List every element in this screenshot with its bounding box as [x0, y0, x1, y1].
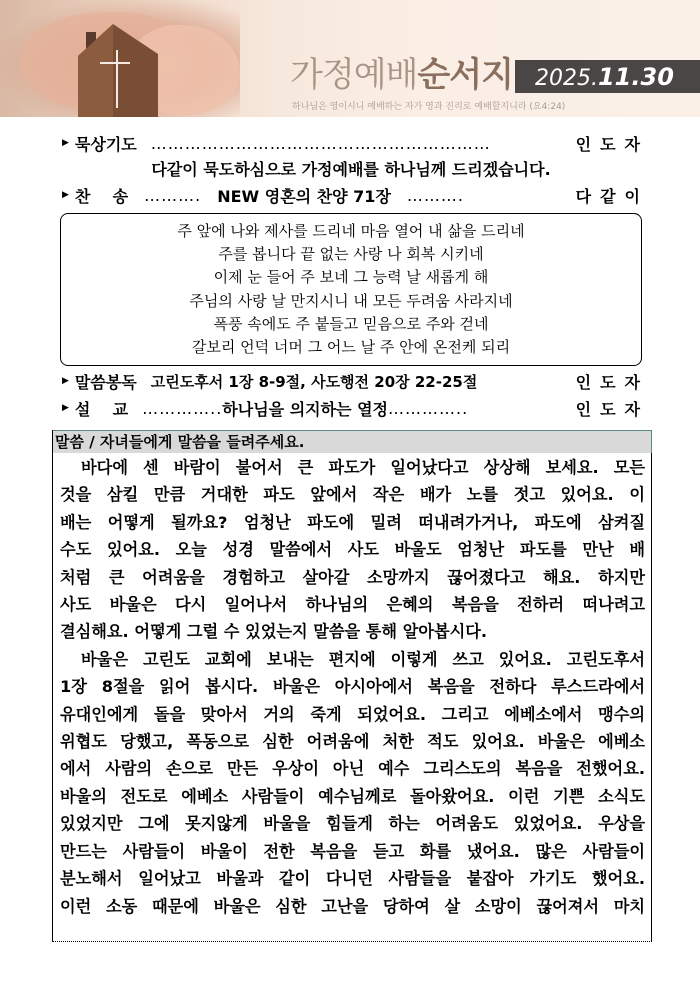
row-leader: 인도자 — [575, 134, 649, 154]
text-line: 것을 삼킬 만큼 거대한 파도 앞에서 작은 배가 노를 젓고 있어요. 이 — [60, 485, 645, 505]
date-month-day: 11.30 — [597, 63, 674, 91]
row-label: 묵상기도 — [74, 134, 137, 154]
date-year: 2025. — [535, 66, 598, 91]
message-paragraph — [60, 454, 645, 646]
triangle-bullet-icon: ▶ — [62, 190, 69, 200]
hands-image — [0, 0, 240, 117]
dot-leader: ………….. — [142, 398, 223, 418]
text-line: 위협도 당했고, 폭동으로 심한 어려움에 처한 적도 있어요. 바울은 에베소 — [60, 732, 645, 752]
wooden-house-icon — [78, 24, 166, 117]
service-date — [535, 63, 674, 91]
order-row-silent-prayer — [62, 131, 649, 155]
lyric-line: 주님의 사랑 날 만지시니 내 모든 두려움 사라지네 — [189, 291, 513, 310]
triangle-bullet-icon: ▶ — [62, 376, 69, 386]
lyric-line: 갈보리 언덕 너머 그 어느 날 주 안에 온전케 되리 — [191, 338, 511, 357]
order-row-sermon — [62, 396, 649, 420]
message-heading: 말씀 / 자녀들에게 말씀을 들려주세요. — [53, 430, 652, 453]
text-line: 바다에 센 바람이 불어서 큰 파도가 일어났다고 상상해 보세요. 모든 — [81, 458, 645, 477]
text-line: 있었지만 그에 못지않게 바울을 힘들게 하는 어려움도 있었어요. 우상을 — [60, 814, 645, 834]
title-light: 가정예배 — [290, 55, 418, 95]
dot-leader: ………. — [144, 185, 202, 205]
cross-icon — [116, 50, 118, 108]
page-title — [290, 55, 513, 95]
text-line: 만드는 사람들이 바울이 전한 복음을 듣고 화를 냈어요. 많은 사람들이 — [60, 841, 645, 861]
row-leader: 인도자 — [575, 372, 649, 392]
message-paragraph — [60, 646, 645, 920]
title-bold: 순서지 — [417, 55, 513, 95]
text-line: 바울의 전도로 에베소 사람들이 예수님께로 돌아왔어요. 이런 기쁜 소식도 — [60, 786, 645, 806]
row-leader: 다같이 — [575, 186, 649, 206]
lyric-line: 이제 눈 들어 주 보네 그 능력 날 새롭게 해 — [213, 268, 489, 287]
lyric-line: 주를 봅니다 끝 없는 사랑 나 회복 시키네 — [218, 245, 484, 264]
date-badge — [515, 60, 700, 93]
prayer-text: 다같이 묵도하심으로 가정예배를 하나님께 드리겠습니다. — [151, 160, 551, 179]
hymn-title: NEW 영혼의 찬양 71장 — [217, 186, 391, 206]
dot-leader: …………………………………………………… — [150, 133, 491, 153]
text-line: 수도 있어요. 오늘 성경 말씀에서 사도 바울도 엄청난 파도를 만난 배 — [60, 540, 645, 560]
lyric-line: 폭풍 속에도 주 붙들고 믿음으로 주와 걷네 — [213, 314, 489, 333]
text-line: 에서 사람의 손으로 만든 우상이 아닌 예수 그리스도의 복음을 전했어요. — [60, 759, 645, 779]
triangle-bullet-icon: ▶ — [62, 403, 69, 413]
row-label: 설 교 — [74, 399, 129, 419]
dot-leader: ………. — [406, 185, 464, 205]
order-row-scripture — [62, 369, 649, 393]
triangle-bullet-icon: ▶ — [62, 138, 69, 148]
text-line: 바울은 고린도 교회에 보내는 편지에 이렇게 쓰고 있어요. 고린도후서 — [81, 649, 645, 669]
text-line: 사도 바울은 다시 일어나서 하나님의 은혜의 복음을 전하러 떠나려고 — [60, 595, 645, 615]
row-label: 찬 송 — [74, 186, 129, 206]
cross-icon-bar — [100, 62, 130, 64]
text-line: 1장 8절을 읽어 봅시다. 바울은 아시아에서 복음을 전하다 루스드라에서 — [60, 677, 645, 697]
message-body — [60, 454, 645, 920]
text-line: 분노해서 일어났고 바울과 같이 다니던 사람들을 붙잡아 가기도 했어요. — [60, 869, 645, 889]
text-line: 배는 어떻게 될까요? 엄청난 파도에 밀려 떠내려가거나, 파도에 삼켜질 — [60, 512, 645, 532]
text-line: 처럼 큰 어려움을 경험하고 살아갈 소망까지 끊어졌다고 해요. 하지만 — [60, 567, 645, 587]
dot-leader: ………….. — [388, 398, 469, 418]
text-line: 결심해요. 어떻게 그럴 수 있었는지 말씀을 통해 알아봅시다. — [60, 622, 488, 642]
lyric-line: 주 앞에 나와 제사를 드리네 마음 열어 내 삶을 드리네 — [177, 222, 525, 240]
text-line: 이런 소동 때문에 바울은 심한 고난을 당하여 살 소망이 끊어져서 마치 — [60, 896, 645, 916]
order-row-hymn — [62, 183, 649, 207]
header-banner — [0, 0, 700, 117]
hymn-lyrics-box — [60, 213, 642, 366]
text-line: 유대인에게 돌을 맞아서 거의 죽게 되었어요. 그리고 에베소에서 맹수의 — [60, 704, 645, 724]
bible-verse-subtitle: 하나님은 영이시니 예배하는 자가 영과 진리로 예배할지니라 (요4:24) — [292, 102, 566, 112]
row-label: 말씀봉독 — [74, 372, 137, 392]
sermon-title: 하나님을 의지하는 열정 — [222, 399, 388, 419]
message-box — [52, 430, 652, 942]
scripture-reference: 고린도후서 1장 8-9절, 사도행전 20장 22-25절 — [150, 372, 478, 391]
row-leader: 인도자 — [575, 399, 649, 419]
